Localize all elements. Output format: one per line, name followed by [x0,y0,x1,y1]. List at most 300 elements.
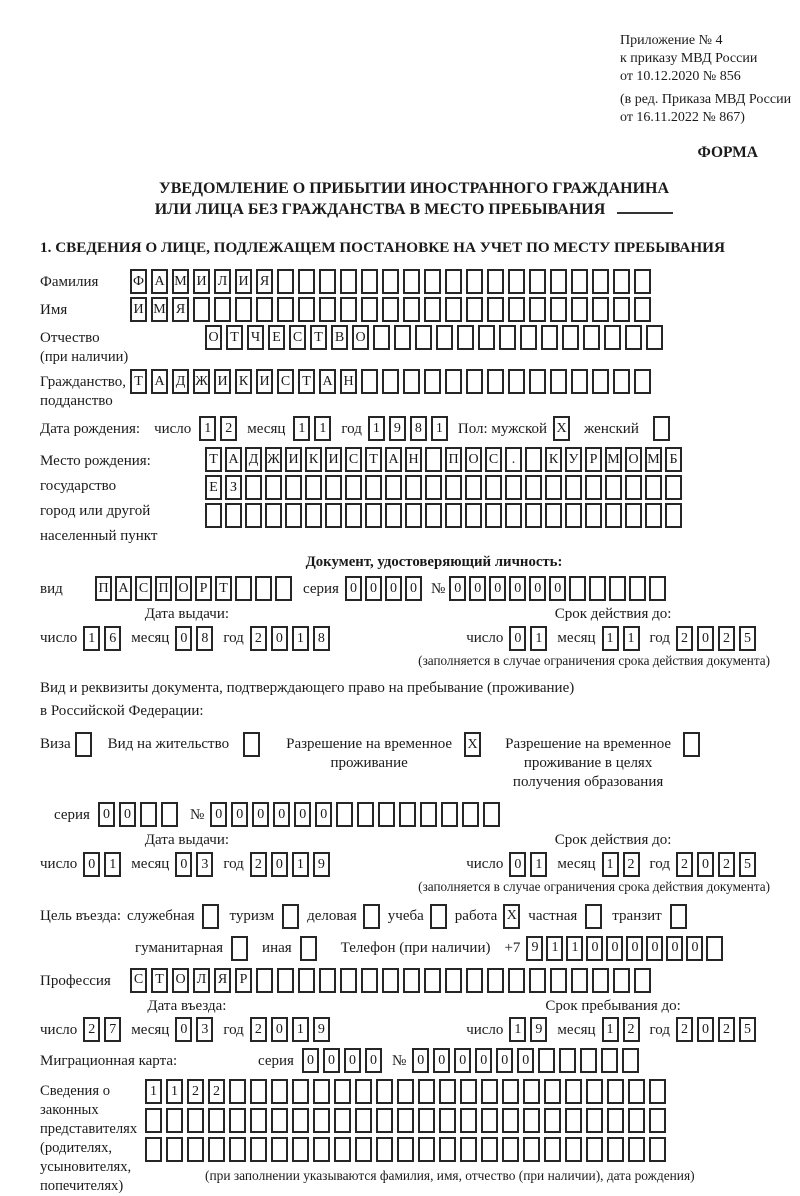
char-cell[interactable] [250,1137,267,1162]
char-cell[interactable] [436,325,453,350]
char-cell[interactable]: В [331,325,348,350]
char-cell[interactable] [565,1108,582,1133]
char-cell[interactable] [256,968,273,993]
char-cell[interactable] [487,369,504,394]
char-cell[interactable] [355,1079,372,1104]
char-cell[interactable] [385,503,402,528]
char-cell[interactable] [460,1137,477,1162]
char-cell[interactable] [550,369,567,394]
char-cell[interactable] [376,1108,393,1133]
char-cell[interactable]: Т [298,369,315,394]
char-cell[interactable] [445,297,462,322]
char-cell[interactable]: С [277,369,294,394]
char-cell[interactable] [361,968,378,993]
char-cell[interactable]: 1 [83,626,100,651]
char-cell[interactable] [529,297,546,322]
char-cell[interactable] [361,369,378,394]
char-cell[interactable]: 1 [199,416,216,441]
char-cell[interactable] [439,1079,456,1104]
char-cell[interactable] [525,447,542,472]
char-cell[interactable] [363,904,380,929]
char-cell[interactable] [481,1108,498,1133]
char-cell[interactable]: 2 [623,1017,640,1042]
char-cell[interactable] [271,1079,288,1104]
char-cell[interactable] [460,1079,477,1104]
char-cell[interactable] [585,904,602,929]
char-cell[interactable] [592,968,609,993]
char-cell[interactable] [187,1108,204,1133]
char-cell[interactable]: 0 [315,802,332,827]
char-cell[interactable] [292,1079,309,1104]
char-cell[interactable] [505,503,522,528]
char-cell[interactable]: Ж [193,369,210,394]
char-cell[interactable] [628,1108,645,1133]
char-cell[interactable]: 1 [530,852,547,877]
char-cell[interactable]: 1 [509,1017,526,1042]
char-cell[interactable] [243,732,260,757]
rvp-edu-checkbox[interactable] [683,732,704,757]
char-cell[interactable]: 0 [549,576,566,601]
char-cell[interactable] [502,1079,519,1104]
char-cell[interactable]: 0 [606,936,623,961]
char-cell[interactable] [397,1137,414,1162]
char-cell[interactable] [285,475,302,500]
char-cell[interactable]: З [225,475,242,500]
purpose-business-checkbox[interactable] [363,904,384,929]
char-cell[interactable] [424,297,441,322]
char-cell[interactable]: Я [256,269,273,294]
char-cell[interactable] [202,904,219,929]
char-cell[interactable] [592,297,609,322]
char-cell[interactable]: 0 [252,802,269,827]
char-cell[interactable]: 2 [250,626,267,651]
char-cell[interactable] [277,968,294,993]
rvp-checkbox[interactable] [464,732,485,757]
char-cell[interactable] [589,576,606,601]
char-cell[interactable]: 0 [175,852,192,877]
residence-permit-checkbox[interactable] [243,732,264,757]
char-cell[interactable] [586,1137,603,1162]
char-cell[interactable] [605,503,622,528]
char-cell[interactable] [706,936,723,961]
char-cell[interactable] [193,297,210,322]
char-cell[interactable] [403,269,420,294]
char-cell[interactable] [340,968,357,993]
char-cell[interactable] [313,1079,330,1104]
char-cell[interactable]: 2 [623,852,640,877]
char-cell[interactable]: С [135,576,152,601]
char-cell[interactable]: 3 [196,1017,213,1042]
char-cell[interactable]: И [193,269,210,294]
char-cell[interactable] [645,503,662,528]
char-cell[interactable] [609,576,626,601]
char-cell[interactable]: Н [340,369,357,394]
char-cell[interactable] [508,269,525,294]
char-cell[interactable] [235,297,252,322]
char-cell[interactable] [365,503,382,528]
char-cell[interactable]: 0 [365,576,382,601]
char-cell[interactable] [571,269,588,294]
char-cell[interactable]: X [553,416,570,441]
char-cell[interactable]: С [130,968,147,993]
char-cell[interactable] [613,968,630,993]
char-cell[interactable]: Ч [247,325,264,350]
char-cell[interactable] [256,297,273,322]
char-cell[interactable]: Т [215,576,232,601]
char-cell[interactable] [403,968,420,993]
char-cell[interactable]: Т [130,369,147,394]
char-cell[interactable]: 0 [529,576,546,601]
char-cell[interactable] [345,475,362,500]
char-cell[interactable] [140,802,157,827]
char-cell[interactable]: Т [365,447,382,472]
char-cell[interactable] [403,369,420,394]
char-cell[interactable] [325,475,342,500]
char-cell[interactable] [420,802,437,827]
char-cell[interactable]: А [225,447,242,472]
char-cell[interactable]: 8 [196,626,213,651]
char-cell[interactable]: 0 [454,1048,471,1073]
char-cell[interactable] [550,297,567,322]
char-cell[interactable]: 0 [175,626,192,651]
purpose-transit-checkbox[interactable] [670,904,691,929]
char-cell[interactable] [466,968,483,993]
char-cell[interactable] [520,325,537,350]
char-cell[interactable] [683,732,700,757]
char-cell[interactable]: И [285,447,302,472]
char-cell[interactable] [382,968,399,993]
char-cell[interactable] [255,576,272,601]
char-cell[interactable]: 1 [145,1079,162,1104]
char-cell[interactable] [300,936,317,961]
purpose-tourism-checkbox[interactable] [282,904,303,929]
char-cell[interactable] [334,1108,351,1133]
char-cell[interactable] [649,1079,666,1104]
char-cell[interactable] [399,802,416,827]
char-cell[interactable] [418,1108,435,1133]
char-cell[interactable]: Л [193,968,210,993]
char-cell[interactable] [285,503,302,528]
char-cell[interactable] [460,1108,477,1133]
char-cell[interactable] [277,269,294,294]
char-cell[interactable]: 0 [210,802,227,827]
char-cell[interactable] [625,325,642,350]
char-cell[interactable] [502,1108,519,1133]
char-cell[interactable] [592,369,609,394]
char-cell[interactable] [634,269,651,294]
char-cell[interactable]: 6 [104,626,121,651]
char-cell[interactable] [145,1108,162,1133]
char-cell[interactable]: Ж [265,447,282,472]
char-cell[interactable] [525,475,542,500]
char-cell[interactable] [462,802,479,827]
char-cell[interactable] [405,503,422,528]
char-cell[interactable]: X [464,732,481,757]
char-cell[interactable] [365,475,382,500]
char-cell[interactable]: 1 [293,416,310,441]
char-cell[interactable]: X [503,904,520,929]
sex-male-checkbox[interactable] [553,416,574,441]
char-cell[interactable] [376,1079,393,1104]
char-cell[interactable]: А [319,369,336,394]
char-cell[interactable] [613,269,630,294]
char-cell[interactable]: 0 [433,1048,450,1073]
char-cell[interactable] [245,503,262,528]
char-cell[interactable]: Д [245,447,262,472]
char-cell[interactable] [613,297,630,322]
char-cell[interactable] [425,475,442,500]
char-cell[interactable]: М [645,447,662,472]
char-cell[interactable] [665,475,682,500]
char-cell[interactable] [145,1137,162,1162]
char-cell[interactable] [544,1137,561,1162]
char-cell[interactable] [229,1108,246,1133]
char-cell[interactable] [425,503,442,528]
char-cell[interactable]: К [305,447,322,472]
char-cell[interactable] [529,369,546,394]
char-cell[interactable]: Р [195,576,212,601]
char-cell[interactable] [487,269,504,294]
char-cell[interactable] [405,475,422,500]
char-cell[interactable]: 2 [676,852,693,877]
char-cell[interactable] [340,297,357,322]
char-cell[interactable]: Л [214,269,231,294]
char-cell[interactable]: 0 [449,576,466,601]
char-cell[interactable]: Я [172,297,189,322]
char-cell[interactable] [545,503,562,528]
char-cell[interactable]: 0 [697,626,714,651]
char-cell[interactable] [166,1137,183,1162]
char-cell[interactable]: 1 [292,1017,309,1042]
char-cell[interactable] [466,269,483,294]
char-cell[interactable]: П [95,576,112,601]
char-cell[interactable]: 5 [739,852,756,877]
char-cell[interactable] [604,325,621,350]
char-cell[interactable] [277,297,294,322]
char-cell[interactable] [425,447,442,472]
char-cell[interactable]: К [235,369,252,394]
char-cell[interactable]: 7 [104,1017,121,1042]
char-cell[interactable]: У [565,447,582,472]
char-cell[interactable] [424,369,441,394]
char-cell[interactable]: 2 [718,626,735,651]
purpose-humanitarian-checkbox[interactable] [231,936,252,961]
char-cell[interactable]: 2 [718,1017,735,1042]
char-cell[interactable]: 3 [196,852,213,877]
char-cell[interactable] [523,1079,540,1104]
char-cell[interactable] [481,1079,498,1104]
char-cell[interactable] [319,297,336,322]
char-cell[interactable]: 0 [626,936,643,961]
char-cell[interactable] [481,1137,498,1162]
char-cell[interactable] [550,968,567,993]
char-cell[interactable]: К [545,447,562,472]
char-cell[interactable] [298,968,315,993]
char-cell[interactable] [334,1137,351,1162]
char-cell[interactable]: 1 [104,852,121,877]
char-cell[interactable] [529,968,546,993]
char-cell[interactable] [538,1048,555,1073]
char-cell[interactable] [529,269,546,294]
char-cell[interactable]: 1 [566,936,583,961]
char-cell[interactable]: Е [268,325,285,350]
char-cell[interactable]: Р [235,968,252,993]
char-cell[interactable] [559,1048,576,1073]
char-cell[interactable]: М [151,297,168,322]
char-cell[interactable] [505,475,522,500]
char-cell[interactable] [565,1079,582,1104]
char-cell[interactable] [571,297,588,322]
char-cell[interactable]: И [256,369,273,394]
char-cell[interactable] [625,475,642,500]
char-cell[interactable] [361,297,378,322]
char-cell[interactable] [345,503,362,528]
char-cell[interactable]: 2 [676,626,693,651]
char-cell[interactable]: 0 [231,802,248,827]
char-cell[interactable]: 2 [718,852,735,877]
char-cell[interactable] [508,369,525,394]
char-cell[interactable] [625,503,642,528]
char-cell[interactable]: О [172,968,189,993]
char-cell[interactable] [646,325,663,350]
char-cell[interactable]: 2 [208,1079,225,1104]
char-cell[interactable]: 0 [646,936,663,961]
char-cell[interactable] [523,1137,540,1162]
char-cell[interactable]: 0 [697,852,714,877]
char-cell[interactable] [445,269,462,294]
char-cell[interactable] [250,1079,267,1104]
char-cell[interactable] [580,1048,597,1073]
char-cell[interactable]: С [289,325,306,350]
char-cell[interactable] [607,1108,624,1133]
char-cell[interactable]: 0 [509,576,526,601]
char-cell[interactable] [292,1137,309,1162]
char-cell[interactable] [305,503,322,528]
char-cell[interactable] [229,1079,246,1104]
char-cell[interactable]: А [385,447,402,472]
char-cell[interactable] [670,904,687,929]
char-cell[interactable]: 0 [412,1048,429,1073]
char-cell[interactable] [439,1137,456,1162]
char-cell[interactable]: 0 [119,802,136,827]
char-cell[interactable] [665,503,682,528]
char-cell[interactable]: И [325,447,342,472]
char-cell[interactable] [565,503,582,528]
char-cell[interactable] [424,269,441,294]
char-cell[interactable]: 0 [686,936,703,961]
char-cell[interactable] [645,475,662,500]
char-cell[interactable]: 0 [475,1048,492,1073]
char-cell[interactable] [545,475,562,500]
char-cell[interactable]: 0 [496,1048,513,1073]
char-cell[interactable] [583,325,600,350]
char-cell[interactable]: А [151,269,168,294]
char-cell[interactable]: И [235,269,252,294]
char-cell[interactable] [628,1079,645,1104]
char-cell[interactable] [550,269,567,294]
char-cell[interactable] [250,1108,267,1133]
char-cell[interactable]: 2 [187,1079,204,1104]
char-cell[interactable]: О [465,447,482,472]
purpose-private-checkbox[interactable] [585,904,606,929]
char-cell[interactable] [292,1108,309,1133]
char-cell[interactable] [466,369,483,394]
char-cell[interactable] [465,475,482,500]
char-cell[interactable] [487,297,504,322]
char-cell[interactable]: 0 [175,1017,192,1042]
char-cell[interactable] [313,1108,330,1133]
char-cell[interactable]: Д [172,369,189,394]
char-cell[interactable]: 0 [273,802,290,827]
char-cell[interactable]: 0 [489,576,506,601]
char-cell[interactable]: 1 [530,626,547,651]
char-cell[interactable]: 1 [602,852,619,877]
char-cell[interactable] [313,1137,330,1162]
char-cell[interactable] [653,416,670,441]
char-cell[interactable] [382,369,399,394]
char-cell[interactable] [385,475,402,500]
char-cell[interactable] [445,503,462,528]
char-cell[interactable] [634,369,651,394]
char-cell[interactable] [205,503,222,528]
char-cell[interactable] [319,269,336,294]
char-cell[interactable] [565,475,582,500]
char-cell[interactable]: 9 [389,416,406,441]
char-cell[interactable] [571,968,588,993]
char-cell[interactable] [649,1137,666,1162]
char-cell[interactable] [601,1048,618,1073]
char-cell[interactable] [298,297,315,322]
char-cell[interactable]: 1 [623,626,640,651]
char-cell[interactable]: 0 [469,576,486,601]
char-cell[interactable] [649,576,666,601]
char-cell[interactable] [569,576,586,601]
char-cell[interactable] [586,1079,603,1104]
char-cell[interactable]: 9 [526,936,543,961]
char-cell[interactable]: 1 [431,416,448,441]
char-cell[interactable]: 1 [602,626,619,651]
char-cell[interactable]: 0 [697,1017,714,1042]
char-cell[interactable] [523,1108,540,1133]
char-cell[interactable] [441,802,458,827]
char-cell[interactable]: И [130,297,147,322]
char-cell[interactable] [508,968,525,993]
char-cell[interactable]: Б [665,447,682,472]
char-cell[interactable] [622,1048,639,1073]
char-cell[interactable] [634,968,651,993]
char-cell[interactable]: 2 [676,1017,693,1042]
char-cell[interactable] [355,1108,372,1133]
char-cell[interactable]: Е [205,475,222,500]
char-cell[interactable] [265,503,282,528]
char-cell[interactable] [585,475,602,500]
char-cell[interactable]: 9 [313,1017,330,1042]
char-cell[interactable] [418,1079,435,1104]
char-cell[interactable] [403,297,420,322]
char-cell[interactable] [525,503,542,528]
char-cell[interactable] [445,369,462,394]
char-cell[interactable]: А [151,369,168,394]
char-cell[interactable]: 1 [602,1017,619,1042]
char-cell[interactable] [586,1108,603,1133]
char-cell[interactable] [415,325,432,350]
char-cell[interactable] [382,269,399,294]
char-cell[interactable] [571,369,588,394]
char-cell[interactable] [544,1079,561,1104]
char-cell[interactable]: 0 [294,802,311,827]
char-cell[interactable] [499,325,516,350]
char-cell[interactable] [334,1079,351,1104]
